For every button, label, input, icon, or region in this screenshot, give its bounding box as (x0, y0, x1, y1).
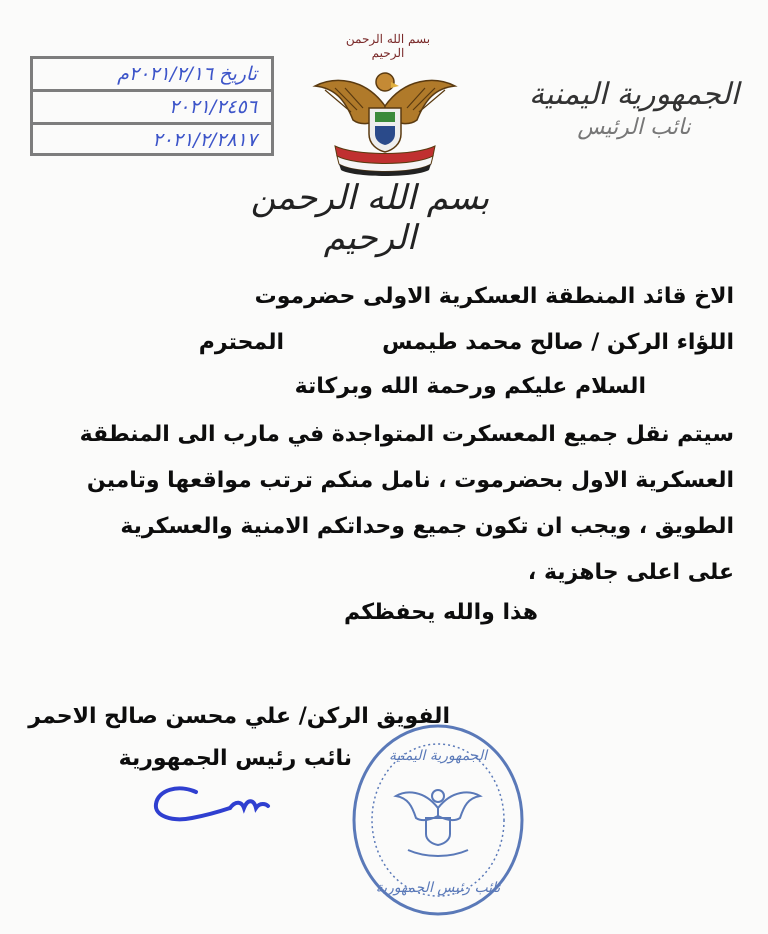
official-seal-stamp (348, 720, 528, 920)
yemen-eagle-emblem-icon (305, 48, 465, 178)
body-line-3: الطويق ، ويجب ان تكون جميع وحداتكم الامنية والعسكرية (120, 514, 734, 539)
emblem-basmala: بسم الله الرحمن الرحيم (345, 32, 431, 60)
closing-line: هذا والله يحفظكم (343, 600, 538, 625)
svg-text:نائب رئيس الجمهورية: نائب رئيس الجمهورية (375, 880, 501, 896)
addressee-name: اللؤاء الركن / صالح محمد طيمس (382, 330, 734, 355)
reference-number: ٢٠٢١/٢٤٥٦ (33, 92, 271, 125)
basmala-heading: بسم الله الرحمن الرحيم (250, 178, 490, 258)
body-line-4: على اعلى جاهزية ، (527, 560, 734, 585)
reference-date: تاريخ ٢٠٢١/٢/١٦م (33, 59, 271, 92)
letterhead-republic: الجمهورية اليمنية (528, 77, 740, 112)
reference-table (30, 56, 274, 156)
letterhead-office: نائب الرئيس (577, 115, 691, 140)
signatory-title: نائب رئيس الجمهورية (118, 746, 352, 771)
addressee-honorific: المحترم (198, 330, 284, 355)
reference-incoming: ٢٠٢١/٢/٢٨١٧ (152, 129, 257, 151)
svg-text:الجمهورية اليمنية: الجمهورية اليمنية (388, 748, 488, 764)
handwritten-signature (148, 778, 278, 828)
body-line-2: العسكرية الاول بحضرموت ، نامل منكم ترتب مواقعها وتامين (86, 468, 734, 493)
signatory-name: الفويق الركن/ علي محسن صالح الاحمر (28, 704, 450, 729)
body-line-1: سيتم نقل جميع المعسكرت المتواجدة في مارب الى المنطقة (79, 422, 734, 447)
greeting: السلام عليكم ورحمة الله وبركاتة (294, 374, 646, 399)
letterhead (524, 76, 744, 142)
addressee-line: الاخ قائد المنطقة العسكرية الاولى حضرموت (254, 284, 734, 309)
